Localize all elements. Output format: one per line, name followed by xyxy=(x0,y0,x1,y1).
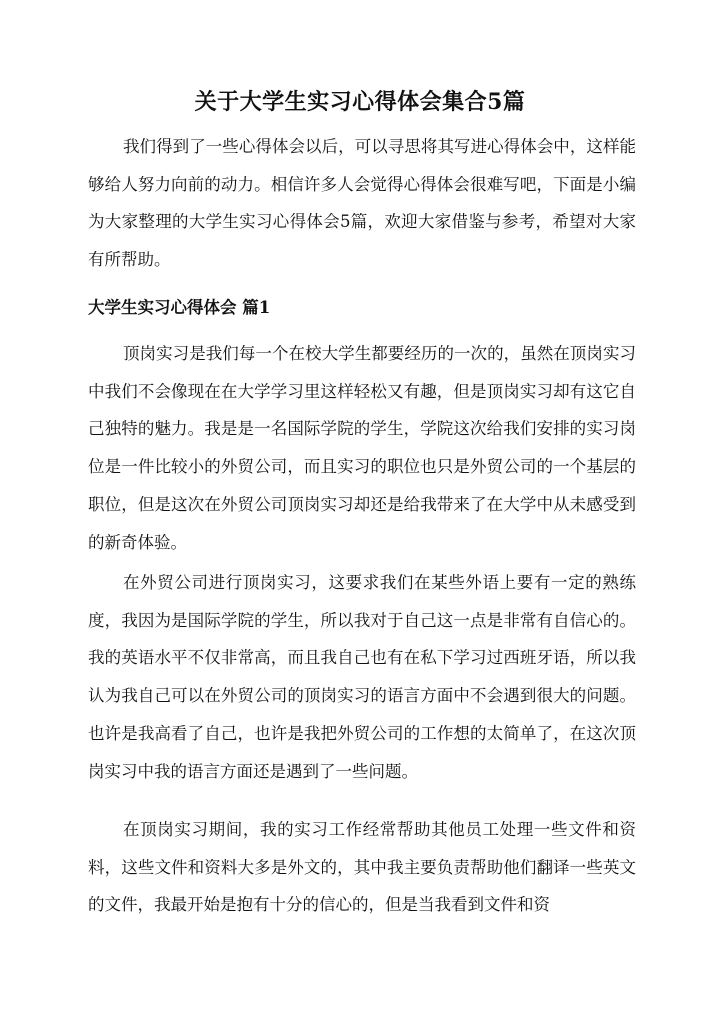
intro-paragraph: 我们得到了一些心得体会以后，可以寻思将其写进心得体会中，这样能够给人努力向前的动力。相信许多人会觉得心得体会很难写吧，下面是小编为大家整理的大学生实习心得体会5篇，欢迎大家借鉴与参考，希望对大家有所帮助。 xyxy=(88,137,636,270)
body-paragraph-1: 顶岗实习是我们每一个在校大学生都要经历的一次的，虽然在顶岗实习中我们不会像现在在大学学习里这样轻松又有趣，但是顶岗实习却有这它自己独特的魅力。我是是一名国际学院的学生，学院这次给我们安排的实习岗位是一件比较小的外贸公司，而且实习的职位也只是外贸公司的一个基层的职位，但是这次在外贸公司顶岗实习却还是给我带来了在大学中从未感受到的新奇体验。 xyxy=(88,344,636,552)
body-paragraph-2: 在外贸公司进行顶岗实习，这要求我们在某些外语上要有一定的熟练度，我因为是国际学院的学生，所以我对于自己这一点是非常有自信心的。我的英语水平不仅非常高，而且我自己也有在私下学习过西班牙语，所以我认为我自己可以在外贸公司的顶岗实习的语言方面中不会遇到很大的问题。也许是我高看了自己，也许是我把外贸公司的工作想的太简单了，在这次顶岗实习中我的语言方面还是遇到了一些问题。 xyxy=(88,573,636,781)
section-heading: 大学生实习心得体会 篇1 xyxy=(88,298,271,317)
document-title: 关于大学生实习心得体会集合5篇 xyxy=(194,89,526,115)
body-paragraph-3: 在顶岗实习期间，我的实习工作经常帮助其他员工处理一些文件和资料，这些文件和资料大多是外文的，其中我主要负责帮助他们翻译一些英文的文件，我最开始是抱有十分的信心的，但是当我看到文件和资 xyxy=(88,820,636,915)
